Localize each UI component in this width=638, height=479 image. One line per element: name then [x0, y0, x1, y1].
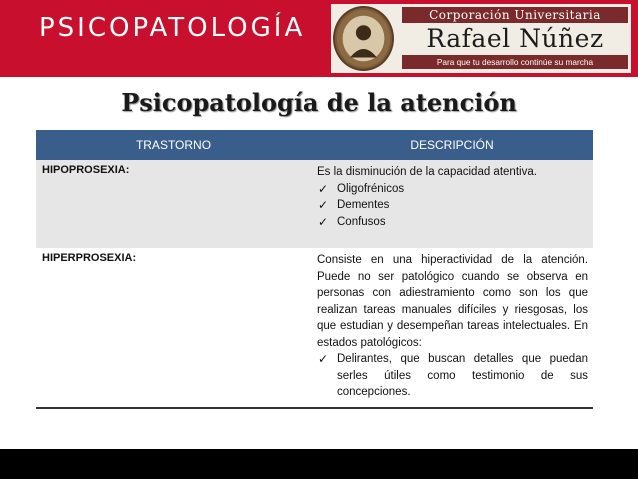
- table-row: [36, 160, 593, 248]
- check-icon: ✓: [318, 181, 329, 196]
- bullet-list: [317, 351, 588, 401]
- disorders-table: [36, 130, 593, 409]
- logo-line-corporacion: Corporación Universitaria: [402, 7, 628, 23]
- list-item-text: Oligofrénicos: [337, 182, 405, 195]
- list-item-text: Delirantes, que buscan detalles que puedan serles útiles como testimonio de sus concepciones.: [337, 353, 588, 398]
- check-icon: ✓: [318, 214, 329, 229]
- column-header-trastorno: TRASTORNO: [36, 130, 311, 160]
- list-item: [317, 181, 588, 198]
- list-item-text: Dementes: [337, 199, 390, 211]
- column-header-descripcion: DESCRIPCIÓN: [311, 130, 593, 160]
- list-item-text: Confusos: [337, 215, 386, 228]
- description-cell: [311, 160, 593, 248]
- logo-line-slogan: Para que tu desarrollo continúe su marcha: [402, 55, 628, 69]
- header-title: PSICOPATOLOGÍA: [39, 13, 306, 43]
- slide-title: Psicopatología de la atención: [121, 88, 517, 117]
- check-icon: ✓: [318, 198, 329, 212]
- university-logo: [331, 4, 631, 73]
- list-item: [317, 351, 588, 401]
- list-item: [317, 214, 588, 231]
- term-cell: HIPOPROSEXIA:: [36, 160, 311, 248]
- portrait-seal-icon: [333, 6, 394, 71]
- table-row: [36, 248, 593, 408]
- logo-line-name: Rafael Núñez: [426, 24, 604, 53]
- description-text: Es la disminución de la capacidad atentiva.: [317, 166, 537, 178]
- header-bar: [0, 0, 638, 77]
- footer-bar: [0, 449, 638, 479]
- description-text: Consiste en una hiperactividad de la atención. Puede no ser patológico cuando se observa en personas con adiestramiento como son los que realizan tareas manuales difíciles y riesgosas, los que estudian y desempeñan tareas intelectuales. En estados patológicos:: [317, 254, 588, 349]
- table-header-row: [36, 130, 593, 160]
- list-item: [317, 197, 588, 214]
- term-cell: HIPERPROSEXIA:: [36, 248, 311, 408]
- bullet-list: [317, 181, 588, 231]
- check-icon: ✓: [318, 352, 329, 366]
- description-cell: [311, 248, 593, 408]
